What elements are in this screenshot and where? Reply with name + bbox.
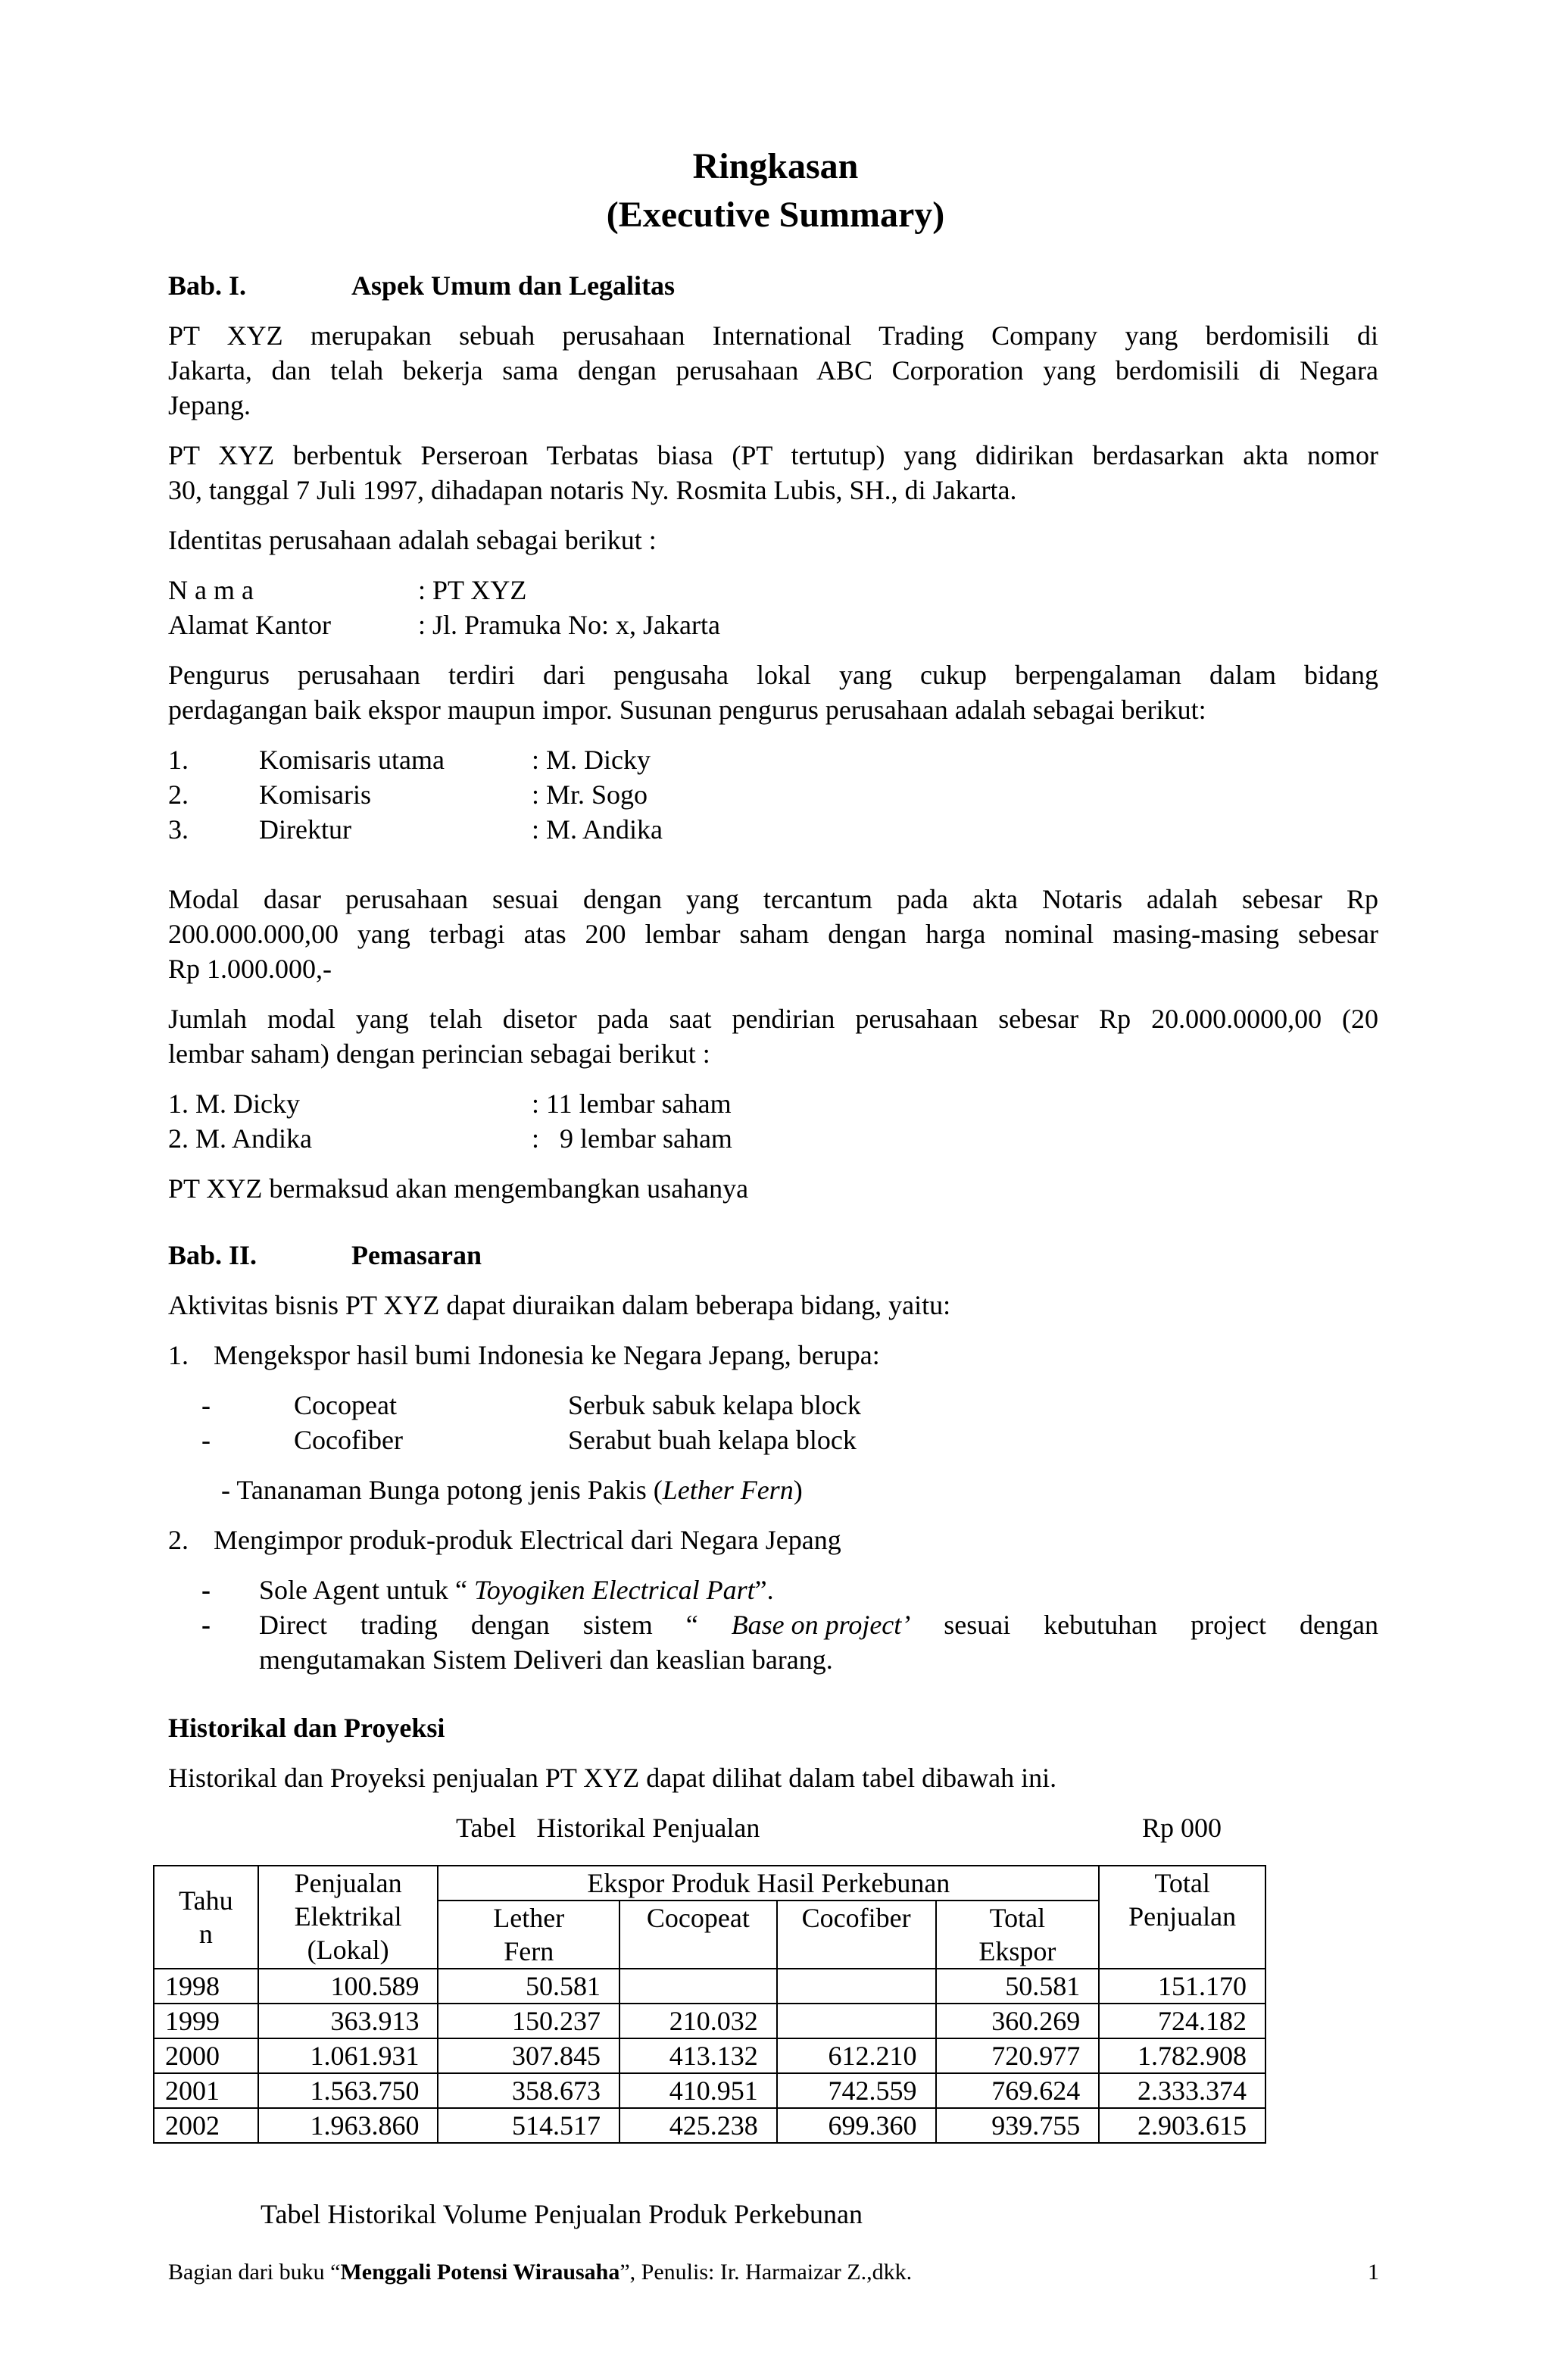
cell-cocofiber xyxy=(777,2004,936,2038)
export-name: Cocofiber xyxy=(294,1425,403,1455)
board-no: 1. xyxy=(168,745,189,775)
cell-cocofiber: 699.360 xyxy=(777,2108,936,2143)
board-name: : Mr. Sogo xyxy=(532,779,648,810)
cell-total-ekspor: 360.269 xyxy=(936,2004,1100,2038)
bab1-p6-line1: Jumlah modal yang telah disetor pada saat pendirian perusahaan sebesar Rp 20.000.0000,00 (20 xyxy=(168,1004,1378,1034)
share-holder: 2. M. Andika xyxy=(168,1123,313,1154)
hist-intro: Historikal dan Proyeksi penjualan PT XYZ dapat dilihat dalam tabel dibawah ini. xyxy=(168,1763,1057,1793)
cell-cocopeat: 410.951 xyxy=(619,2073,777,2108)
cell-elektrikal: 363.913 xyxy=(258,2004,438,2038)
cell-year: 2002 xyxy=(154,2108,258,2143)
bab1-p1-line3: Jepang. xyxy=(168,390,251,420)
cell-cocopeat xyxy=(619,1969,777,2004)
bab1-p5-line1: Modal dasar perusahaan sesuai dengan yang tercantum pada akta Notaris adalah sebesar Rp xyxy=(168,884,1378,914)
footer-source: Bagian dari buku “Menggali Potensi Wirausaha”, Penulis: Ir. Harmaizar Z.,dkk. xyxy=(168,2260,913,2285)
bab2-item2-no: 2. xyxy=(168,1525,189,1555)
cell-total-ekspor: 939.755 xyxy=(936,2108,1100,2143)
cell-lether: 358.673 xyxy=(438,2073,619,2108)
page-title: Ringkasan xyxy=(692,146,859,186)
cell-total-ekspor: 50.581 xyxy=(936,1969,1100,2004)
hist-heading: Historikal dan Proyeksi xyxy=(168,1713,445,1743)
cell-total: 1.782.908 xyxy=(1099,2038,1265,2073)
identity-value: : PT XYZ xyxy=(418,575,527,605)
identity-label: Alamat Kantor xyxy=(168,610,331,640)
board-role: Direktur xyxy=(259,814,351,845)
col-header-cocofiber: Cocofiber xyxy=(777,1901,936,1969)
share-amount: : 11 lembar saham xyxy=(532,1088,732,1119)
bab2-number: Bab. II. xyxy=(168,1240,257,1270)
cell-year: 1999 xyxy=(154,2004,258,2038)
table-unit: Rp 000 xyxy=(1142,1813,1222,1843)
cell-cocofiber: 742.559 xyxy=(777,2073,936,2108)
col-header-cocopeat: Cocopeat xyxy=(619,1901,777,1969)
table-row xyxy=(154,2004,1265,2038)
cell-lether: 307.845 xyxy=(438,2038,619,2073)
bab1-p7: PT XYZ bermaksud akan mengembangkan usahanya xyxy=(168,1173,749,1204)
col-header-lether: Lether Fern xyxy=(438,1901,619,1969)
bab1-p4-line2: perdagangan baik ekspor maupun impor. Susunan pengurus perusahaan adalah sebagai berikut: xyxy=(168,695,1206,725)
cell-elektrikal: 100.589 xyxy=(258,1969,438,2004)
table-row xyxy=(154,2073,1265,2108)
cell-cocopeat: 413.132 xyxy=(619,2038,777,2073)
board-name: : M. Dicky xyxy=(532,745,651,775)
cell-total: 724.182 xyxy=(1099,2004,1265,2038)
col-header-total: Total Penjualan xyxy=(1099,1866,1265,1969)
cell-elektrikal: 1.563.750 xyxy=(258,2073,438,2108)
board-role: Komisaris xyxy=(259,779,371,810)
board-name: : M. Andika xyxy=(532,814,663,845)
cell-cocopeat: 425.238 xyxy=(619,2108,777,2143)
table-row xyxy=(154,2108,1265,2143)
bab2-item1-text: Mengekspor hasil bumi Indonesia ke Negara Jepang, berupa: xyxy=(214,1340,880,1370)
table-row xyxy=(154,2038,1265,2073)
table-row xyxy=(154,1969,1265,2004)
import-dash: - xyxy=(201,1575,211,1605)
export-desc: Serbuk sabuk kelapa block xyxy=(568,1390,861,1420)
import-direct-trading-line2: mengutamakan Sistem Deliveri dan keaslian barang. xyxy=(259,1644,833,1675)
export-dash: - xyxy=(201,1425,211,1455)
bab1-p1-line2: Jakarta, dan telah bekerja sama dengan perusahaan ABC Corporation yang berdomisili di Negara xyxy=(168,355,1378,386)
bab1-number: Bab. I. xyxy=(168,270,247,301)
export-dash: - xyxy=(201,1390,211,1420)
identity-value: : Jl. Pramuka No: x, Jakarta xyxy=(418,610,720,640)
cell-year: 2000 xyxy=(154,2038,258,2073)
bab2-item2-text: Mengimpor produk-produk Electrical dari Negara Jepang xyxy=(214,1525,841,1555)
cell-cocopeat: 210.032 xyxy=(619,2004,777,2038)
col-header-year: Tahu n xyxy=(154,1866,258,1969)
bab1-heading: Aspek Umum dan Legalitas xyxy=(351,270,676,301)
col-header-total-ekspor: Total Ekspor xyxy=(936,1901,1100,1969)
bab2-item1-no: 1. xyxy=(168,1340,189,1370)
import-direct-trading-line1: Direct trading dengan sistem “ Base on project’ sesuai kebutuhan project dengan xyxy=(259,1610,1378,1640)
board-no: 2. xyxy=(168,779,189,810)
cell-lether: 514.517 xyxy=(438,2108,619,2143)
bab1-p4-line1: Pengurus perusahaan terdiri dari pengusaha lokal yang cukup berpengalaman dalam bidang xyxy=(168,660,1378,690)
cell-lether: 50.581 xyxy=(438,1969,619,2004)
import-sole-agent: Sole Agent untuk “ Toyogiken Electrical Part”. xyxy=(259,1575,774,1605)
cell-cocofiber xyxy=(777,1969,936,2004)
share-holder: 1. M. Dicky xyxy=(168,1088,300,1119)
board-role: Komisaris utama xyxy=(259,745,445,775)
import-dash: - xyxy=(201,1610,211,1640)
page-number: 1 xyxy=(1368,2260,1379,2285)
page-subtitle: (Executive Summary) xyxy=(606,195,945,235)
table-caption-bottom: Tabel Historikal Volume Penjualan Produk Perkebunan xyxy=(261,2199,863,2229)
cell-total-ekspor: 769.624 xyxy=(936,2073,1100,2108)
export-name: Cocopeat xyxy=(294,1390,397,1420)
cell-year: 2001 xyxy=(154,2073,258,2108)
historikal-table xyxy=(153,1865,1266,2144)
cell-lether: 150.237 xyxy=(438,2004,619,2038)
cell-total: 2.903.615 xyxy=(1099,2108,1265,2143)
identity-label: N a m a xyxy=(168,575,254,605)
board-no: 3. xyxy=(168,814,189,845)
export-desc: Serabut buah kelapa block xyxy=(568,1425,857,1455)
cell-total: 2.333.374 xyxy=(1099,2073,1265,2108)
bab2-intro: Aktivitas bisnis PT XYZ dapat diuraikan dalam beberapa bidang, yaitu: xyxy=(168,1290,951,1320)
col-header-elektrikal: Penjualan Elektrikal (Lokal) xyxy=(258,1866,438,1969)
cell-year: 1998 xyxy=(154,1969,258,2004)
bab1-p2-line1: PT XYZ berbentuk Perseroan Terbatas biasa (PT tertutup) yang didirikan berdasarkan akta nomor xyxy=(168,440,1378,470)
cell-total-ekspor: 720.977 xyxy=(936,2038,1100,2073)
cell-total: 151.170 xyxy=(1099,1969,1265,2004)
bab2-heading: Pemasaran xyxy=(351,1240,482,1270)
bab1-p5-line3: Rp 1.000.000,- xyxy=(168,954,332,984)
bab1-p5-line2: 200.000.000,00 yang terbagi atas 200 lembar saham dengan harga nominal masing-masing sebesar xyxy=(168,919,1378,949)
bab1-p3: Identitas perusahaan adalah sebagai berikut : xyxy=(168,525,657,555)
fern-line: - Tananaman Bunga potong jenis Pakis (Lether Fern) xyxy=(221,1475,803,1505)
col-group-ekspor: Ekspor Produk Hasil Perkebunan xyxy=(438,1866,1099,1901)
cell-elektrikal: 1.061.931 xyxy=(258,2038,438,2073)
share-amount: : 9 lembar saham xyxy=(532,1123,732,1154)
cell-elektrikal: 1.963.860 xyxy=(258,2108,438,2143)
cell-cocofiber: 612.210 xyxy=(777,2038,936,2073)
bab1-p2-line2: 30, tanggal 7 Juli 1997, dihadapan notaris Ny. Rosmita Lubis, SH., di Jakarta. xyxy=(168,475,1017,505)
bab1-p6-line2: lembar saham) dengan perincian sebagai berikut : xyxy=(168,1039,710,1069)
table-caption: Tabel Historikal Penjualan xyxy=(456,1813,760,1843)
bab1-p1-line1: PT XYZ merupakan sebuah perusahaan International Trading Company yang berdomisili di xyxy=(168,320,1378,351)
